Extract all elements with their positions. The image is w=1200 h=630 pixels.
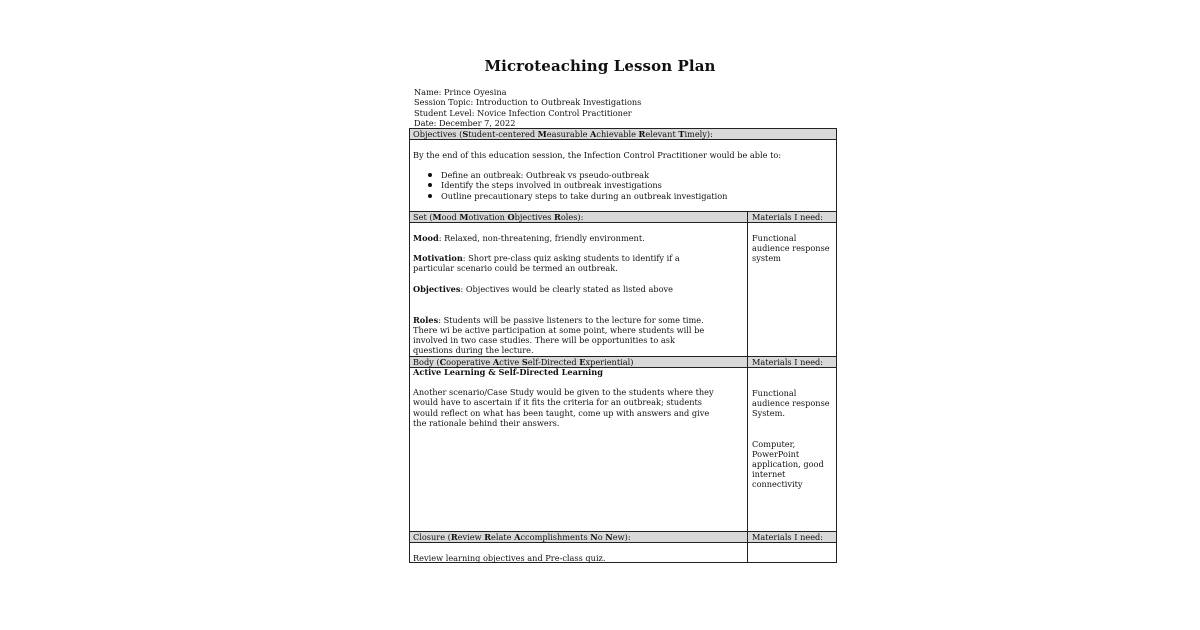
body-subheading-text: Active Learning & Self-Directed Learning	[413, 367, 603, 377]
column-divider	[747, 532, 748, 562]
header-word: ccomplishments	[520, 532, 591, 542]
closure-text: Review learning objectives and Pre-class quiz.	[413, 553, 606, 563]
material-line: System.	[752, 408, 785, 419]
roles-line-2: There wi be active participation at some point, where students will be	[413, 325, 705, 336]
motivation-line	[413, 253, 743, 263]
header-word: tudent-centered	[468, 129, 538, 139]
document-title: Microteaching Lesson Plan	[484, 57, 716, 75]
header-acronym-letter: T	[678, 129, 685, 139]
header-word: xperiential)	[585, 357, 634, 367]
mood-label: Mood	[413, 233, 439, 243]
header-word: bjectives	[514, 212, 555, 222]
header-acronym-letter: A	[492, 357, 500, 367]
closure-section	[413, 553, 743, 563]
objectives-label: Objectives	[413, 283, 461, 294]
header-acronym-letter: R	[554, 212, 561, 222]
roles-text: : Students will be passive listeners to the lecture for some time.	[438, 314, 704, 325]
material-line: Functional	[752, 388, 797, 398]
session-info	[414, 87, 641, 129]
body-section	[413, 367, 743, 428]
header-prefix: Closure (	[413, 532, 451, 542]
info-level: Student Level: Novice Infection Control Practitioner	[414, 107, 632, 118]
header-word: eview	[457, 532, 485, 542]
header-word: elevant	[645, 129, 679, 139]
roles-line-4: questions during the lecture.	[413, 345, 534, 356]
closure-header	[410, 532, 748, 543]
objectives-list	[413, 170, 833, 201]
column-divider	[747, 357, 748, 532]
info-topic: Session Topic: Introduction to Outbreak Investigations	[414, 97, 642, 108]
set-materials-header: Materials I need:	[748, 212, 836, 223]
objectives-text: : Objectives would be clearly stated as listed above	[460, 283, 673, 294]
header-acronym-letter: N	[590, 532, 598, 542]
header-acronym-letter: O	[507, 212, 515, 222]
header-word: ooperative	[446, 357, 493, 367]
header-word: easurable	[546, 129, 591, 139]
closure-materials-header: Materials I need:	[748, 532, 836, 543]
material-line: internet	[752, 469, 786, 480]
objectives-line	[413, 284, 743, 294]
material-line: system	[752, 253, 781, 264]
header-acronym-letter: C	[439, 357, 447, 367]
objectives-intro: By the end of this education session, the Infection Control Practitioner would be able to:	[413, 150, 782, 160]
header-word: imely):	[684, 129, 713, 139]
motivation-line-2: particular scenario could be termed an outbreak.	[413, 263, 618, 274]
material-line: audience response	[752, 398, 830, 409]
lesson-plan-table	[409, 128, 837, 563]
header-word: chievable	[596, 129, 639, 139]
objective-item: Identify the steps involved in outbreak investigations	[413, 180, 833, 190]
header-acronym-letter: M	[459, 212, 469, 222]
column-divider	[747, 212, 748, 366]
body-line: the rationale behind their answers.	[413, 417, 560, 428]
body-line: would have to ascertain if it fits the criteria for an outbreak; students	[413, 397, 702, 408]
header-word: ew):	[612, 532, 631, 542]
set-materials	[752, 233, 836, 264]
body-subheading	[413, 367, 743, 377]
header-acronym-letter: M	[537, 129, 547, 139]
header-word: oles):	[560, 212, 584, 222]
header-acronym-letter: S	[521, 357, 528, 367]
material-line: connectivity	[752, 479, 803, 490]
mood-line	[413, 233, 743, 243]
body-materials	[752, 388, 836, 490]
mood-text: : Relaxed, non-threatening, friendly environment.	[438, 233, 645, 243]
header-acronym-letter: E	[579, 357, 586, 367]
body-line: would reflect on what has been taught, come up with answers and give	[413, 407, 710, 418]
motivation-text: : Short pre-class quiz asking students to identify if a	[462, 253, 680, 264]
objective-item: Define an outbreak: Outbreak vs pseudo-outbreak	[413, 170, 833, 180]
header-word: elf-Directed	[527, 357, 580, 367]
header-prefix: Set (	[413, 212, 433, 222]
header-word: ood	[441, 212, 460, 222]
objective-item: Outline precautionary steps to take during an outbreak investigation	[413, 191, 833, 201]
header-acronym-letter: R	[484, 532, 492, 542]
header-acronym-letter: A	[590, 129, 597, 139]
header-prefix: Body (	[413, 357, 440, 367]
header-word: otivation	[468, 212, 508, 222]
set-header	[410, 212, 748, 223]
roles-line	[413, 315, 743, 325]
header-prefix: Objectives (	[413, 129, 463, 139]
header-word: o	[597, 532, 606, 542]
objectives-section	[413, 150, 833, 201]
body-line: Another scenario/Case Study would be given to the students where they	[413, 387, 714, 398]
info-name: Name: Prince Oyesina	[414, 87, 507, 97]
header-acronym-letter: R	[450, 532, 458, 542]
header-acronym-letter: A	[514, 532, 521, 542]
header-word: ctive	[499, 357, 522, 367]
motivation-label: Motivation	[413, 253, 463, 264]
material-line: audience response	[752, 243, 830, 254]
set-section	[413, 233, 743, 356]
header-acronym-letter: M	[432, 212, 442, 222]
objectives-header	[410, 129, 836, 140]
header-acronym-letter: N	[605, 532, 613, 542]
roles-label: Roles	[413, 314, 439, 325]
body-materials-header: Materials I need:	[748, 357, 836, 368]
material-line: Computer,	[752, 438, 796, 449]
material-line: Functional	[752, 233, 797, 243]
header-acronym-letter: S	[462, 129, 469, 139]
material-line: PowerPoint	[752, 448, 800, 459]
header-word: elate	[491, 532, 515, 542]
material-line: application, good	[752, 459, 824, 470]
info-date: Date: December 7, 2022	[414, 118, 516, 129]
roles-line-3: involved in two case studies. There will be opportunities to ask	[413, 335, 675, 346]
header-acronym-letter: R	[638, 129, 646, 139]
